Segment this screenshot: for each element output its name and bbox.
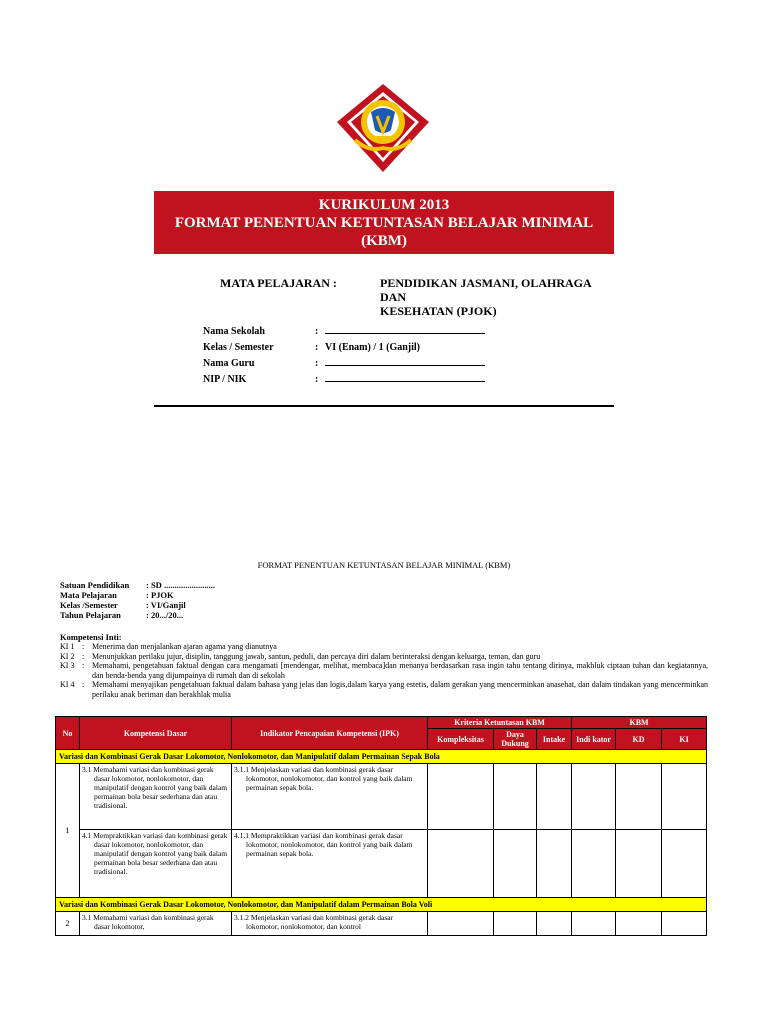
- table-row: [56, 830, 707, 898]
- ident-label: Tahun Pelajaran: [60, 610, 121, 620]
- ki-score-cell[interactable]: [662, 830, 707, 898]
- ki-score-cell[interactable]: [662, 764, 707, 830]
- ki-text: Menunjukkan perilaku jujur, disiplin, tanggung jawab, santun, peduli, dan percaya diri dalam berinteraksi dengan keluarga, teman, dan guru: [92, 651, 541, 661]
- identity-list: [60, 580, 215, 620]
- ipk-cell: 3.1.1 Menjelaskan variasi dan kombinasi gerak dasar lokomotor, nonlokomotor, dan kontrol yang baik dalam permainan sepak bola.: [232, 764, 428, 830]
- ident-label: Mata Pelajaran: [60, 590, 117, 600]
- ki-item: [60, 642, 708, 652]
- col-ki-short: KI: [662, 729, 707, 750]
- teacher-name-field[interactable]: [325, 356, 485, 366]
- kbm-table: [55, 716, 707, 936]
- intake-cell[interactable]: [537, 764, 572, 830]
- kd-score-cell[interactable]: [616, 912, 662, 936]
- ident-value: : PJOK: [146, 590, 174, 600]
- col-intake: Intake: [537, 729, 572, 750]
- field-label: Nama Sekolah: [203, 326, 265, 337]
- ki-item: [60, 680, 708, 699]
- tut-wuri-handayani-logo: [333, 82, 433, 174]
- col-kd: Kompetensi Dasar: [80, 717, 232, 750]
- class-semester-value: VI (Enam) / 1 (Ganjil): [325, 342, 420, 353]
- indikator-cell[interactable]: [572, 830, 616, 898]
- section-bola-voli: Variasi dan Kombinasi Gerak Dasar Lokomotor, Nonlokomotor, dan Manipulatif dalam Permainan Bola Voli: [56, 898, 707, 912]
- field-label: Kelas / Semester: [203, 342, 274, 353]
- ident-label: Kelas /Semester: [60, 600, 118, 610]
- field-row: [203, 372, 485, 388]
- ipk-cell: 4.1.1 Mempraktikkan variasi dan kombinasi gerak dasar lokomotor, nonlokomotor, dan kontrol yang baik dalam permainan sepak bola.: [232, 830, 428, 898]
- format-title-abbrev: (KBM): [361, 232, 407, 249]
- kompleksitas-cell[interactable]: [428, 764, 494, 830]
- ipk-cell: 3.1.2 Menjelaskan variasi dan kombinasi gerak dasar lokomotor, nonlokomotor, dan kontrol: [232, 912, 428, 936]
- ki-key: KI 1: [60, 642, 75, 651]
- section-sepak-bola: Variasi dan Kombinasi Gerak Dasar Lokomotor, Nonlokomotor, dan Manipulatif dalam Permainan Sepak Bola: [56, 750, 707, 764]
- ident-value: : SD ........................: [146, 580, 215, 590]
- subject-value-line2: KESEHATAN (PJOK): [380, 304, 497, 318]
- ki-text: Memahami, pengetahuan faktual dengan cara mengamati [mendengar, melihat, membaca]dan menanya berdasarkan rasa ingin tahu tentang dirinya, makhluk ciptaan tuhan dan kegiatannya, dan benda-benda yang dijumpainya di rumah dan di sekolah: [92, 661, 708, 680]
- nip-field[interactable]: [325, 372, 485, 382]
- indikator-cell[interactable]: [572, 912, 616, 936]
- kd-cell: 4.1 Mempraktikkan variasi dan kombinasi gerak dasar lokomotor, nonlokomotor, dan manipulatif dengan kontrol yang baik dalam permainan bola besar sederhana dan atau tradisional.: [80, 830, 232, 898]
- col-kd-short: KD: [616, 729, 662, 750]
- row-number: 1: [56, 764, 80, 898]
- ki-colon: :: [82, 651, 85, 661]
- col-kompleksitas: Kompleksitas: [428, 729, 494, 750]
- identity-fields: [203, 324, 485, 388]
- ident-label: Satuan Pendidikan: [60, 580, 130, 590]
- format-title: FORMAT PENENTUAN KETUNTASAN BELAJAR MINIMAL: [174, 214, 594, 231]
- ki-list: [60, 642, 708, 699]
- field-row: [203, 324, 485, 340]
- ki-score-cell[interactable]: [662, 912, 707, 936]
- divider: [154, 405, 614, 407]
- ki-key: KI 3: [60, 661, 75, 670]
- title-banner: [154, 191, 614, 254]
- table-row: [56, 764, 707, 830]
- page2-title: FORMAT PENENTUAN KETUNTASAN BELAJAR MINIMAL (KBM): [257, 560, 511, 570]
- field-label: NIP / NIK: [203, 374, 247, 385]
- kd-cell: 3.1 Memahami variasi dan kombinasi gerak dasar lokomotor,: [80, 912, 232, 936]
- ki-colon: :: [82, 661, 85, 670]
- intake-cell[interactable]: [537, 830, 572, 898]
- school-name-field[interactable]: [325, 324, 485, 334]
- col-daya-dukung: Daya Dukung: [494, 729, 537, 750]
- field-colon: :: [315, 358, 319, 369]
- ident-value: : VI/Ganjil: [146, 600, 186, 610]
- ki-item: [60, 661, 708, 680]
- ki-text: Memahami menyajikan pengetahuan faktual dalam bahasa yang jelas dan logis,dalam karya yang estetis, dalam gerakan yang mencerminkan anasehat, dan dalam tindakan yang mencerminkan perilaku anak beriman dan berakhlak mulia: [92, 680, 708, 699]
- kompleksitas-cell[interactable]: [428, 830, 494, 898]
- subject-label: MATA PELAJARAN :: [220, 276, 337, 290]
- table-row: [56, 912, 707, 936]
- subject-block: [220, 276, 600, 318]
- kd-cell: 3.1 Memahami variasi dan kombinasi gerak dasar lokomotor, nonlokomotor, dan manipulatif dengan kontrol yang baik dalam permainan bola besar sederhana dan atau tradisional.: [80, 764, 232, 830]
- col-indikator: Indi kator: [572, 729, 616, 750]
- ki-heading: Kompetensi Inti:: [60, 632, 122, 642]
- field-row: [203, 356, 485, 372]
- curriculum-title: KURIKULUM 2013: [318, 196, 450, 213]
- kompleksitas-cell[interactable]: [428, 912, 494, 936]
- subject-value-line1: PENDIDIKAN JASMANI, OLAHRAGA DAN: [380, 276, 592, 304]
- ki-text: Menerima dan menjalankan ajaran agama yang dianutnya: [92, 642, 277, 651]
- kd-score-cell[interactable]: [616, 764, 662, 830]
- col-kriteria: Kriteria Ketuntasan KBM: [428, 717, 572, 729]
- col-kbm: KBM: [572, 717, 707, 729]
- ki-key: KI 4: [60, 680, 75, 689]
- col-no: No: [56, 717, 80, 750]
- kd-score-cell[interactable]: [616, 830, 662, 898]
- field-colon: :: [315, 342, 319, 353]
- daya-dukung-cell[interactable]: [494, 912, 537, 936]
- field-colon: :: [315, 374, 319, 385]
- daya-dukung-cell[interactable]: [494, 764, 537, 830]
- field-colon: :: [315, 326, 319, 337]
- ki-colon: :: [82, 680, 85, 689]
- ki-key: KI 2: [60, 651, 75, 661]
- indikator-cell[interactable]: [572, 764, 616, 830]
- ident-value: : 20.../20...: [146, 610, 184, 620]
- intake-cell[interactable]: [537, 912, 572, 936]
- field-row: [203, 340, 485, 356]
- field-label: Nama Guru: [203, 358, 255, 369]
- col-ipk: Indikator Pencapaian Kompetensi (IPK): [232, 717, 428, 750]
- row-number: 2: [56, 912, 80, 936]
- ki-item: [60, 652, 708, 662]
- ki-colon: :: [82, 642, 85, 651]
- daya-dukung-cell[interactable]: [494, 830, 537, 898]
